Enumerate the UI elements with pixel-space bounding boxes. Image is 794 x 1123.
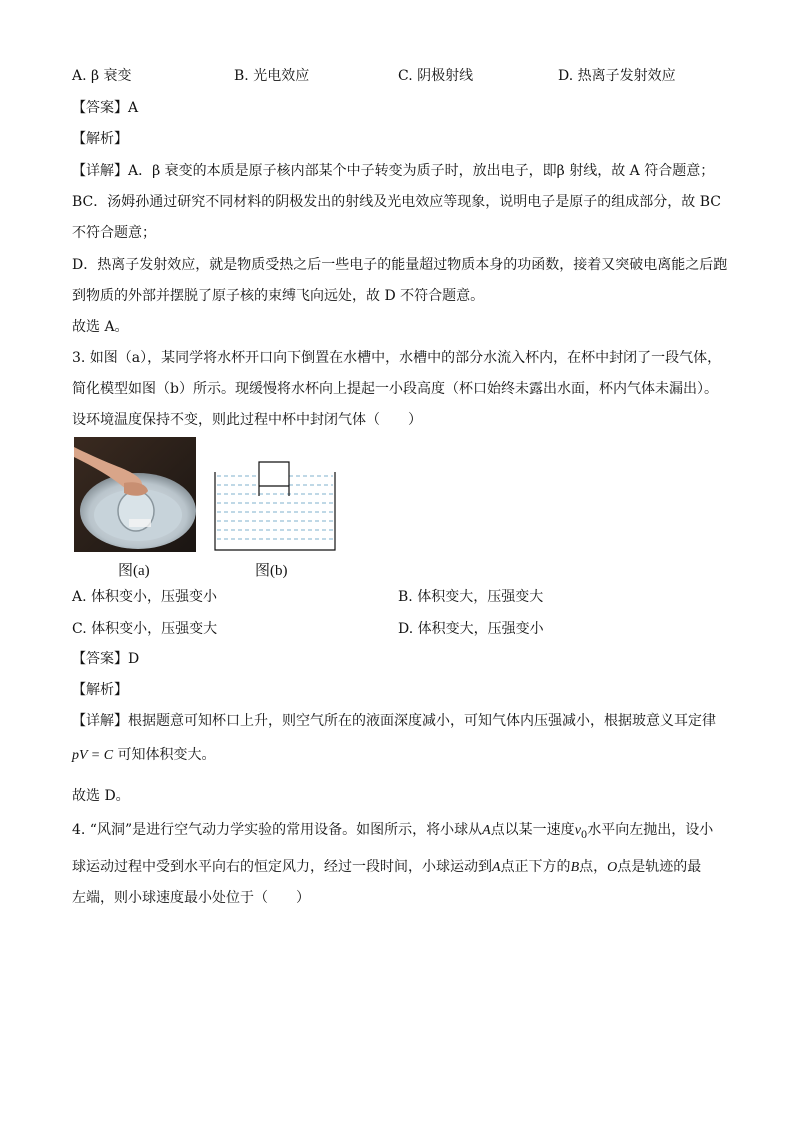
figure-b-diagram	[213, 460, 337, 552]
q2-conclusion: 故选 A。	[72, 319, 129, 335]
q3-detail-line-2	[72, 745, 216, 766]
q2-option-c: C. 阴极射线	[398, 68, 474, 84]
answer-tag: 【答案】	[72, 651, 128, 667]
velocity-symbol: v	[574, 823, 581, 838]
cup-outline	[259, 462, 289, 496]
figure-a-photo	[74, 437, 196, 552]
q2-option-b: B. 光电效应	[234, 68, 310, 84]
point-b: B	[570, 860, 580, 875]
detail-tag: 【详解】	[72, 713, 128, 729]
q3-stem-line-3: 设环境温度保持不变，则此过程中杯中封闭气体（ ）	[72, 412, 422, 428]
q2-analysis-tag	[72, 129, 128, 149]
q2-detail-line-5: 到物质的外部并摆脱了原子核的束缚飞向远处，故 D 不符合题意。	[72, 288, 485, 304]
stem-text: 点正下方的	[500, 859, 571, 875]
detail-text: A．β 衰变的本质是原子核内部某个中子转变为质子时，放出电子，即β 射线，故 A 符合题意；	[128, 163, 715, 179]
trough-outline	[215, 472, 335, 550]
stem-text: 点以某一速度	[490, 822, 575, 838]
q2-detail-line-3: 不符合题意；	[72, 225, 156, 241]
q3-answer-line	[72, 649, 139, 669]
q3-detail-line-1	[72, 711, 716, 731]
q3-stem-line-1: 3. 如图（a），某同学将水杯开口向下倒置在水槽中，水槽中的部分水流入杯内，在杯中封闭了一段气体，	[72, 350, 722, 366]
q4-stem-line-2	[72, 857, 701, 878]
stem-text: 点，	[579, 859, 608, 875]
answer-value: D	[128, 651, 140, 667]
q2-detail-line-2: BC．汤姆孙通过研究不同材料的阴极发出的射线及光电效应等现象，说明电子是原子的组成部分，故 BC	[72, 194, 721, 210]
q3-stem-line-2: 简化模型如图（b）所示。现缓慢将水杯向上提起一小段高度（杯口始终未露出水面，杯内气体未漏出）。	[72, 381, 718, 397]
stem-text: 球运动过程中受到水平向右的恒定风力，经过一段时间，小球运动到	[72, 859, 492, 875]
q2-option-d: D. 热离子发射效应	[558, 68, 676, 84]
q2-detail-line-1	[72, 161, 714, 181]
q3-analysis-tag	[72, 680, 128, 700]
figure-b-caption: 图(b)	[255, 563, 288, 579]
q3-option-a: A. 体积变小，压强变小	[72, 589, 218, 605]
point-o: O	[607, 860, 618, 875]
answer-tag: 【答案】	[72, 100, 128, 116]
point-a: A	[492, 860, 501, 875]
q2-answer-line	[72, 98, 138, 118]
stem-text: 水平向左抛出，设小	[587, 822, 714, 838]
answer-value: A	[128, 100, 139, 116]
q3-option-d: D. 体积变大，压强变小	[398, 621, 544, 637]
q2-detail-line-4: D．热离子发射效应，就是物质受热之后一些电子的能量超过物质本身的功函数，接着又突破电离能之后跑	[72, 257, 728, 273]
q3-option-b: B. 体积变大，压强变大	[398, 589, 544, 605]
q3-conclusion: 故选 D。	[72, 788, 130, 804]
velocity-subscript: 0	[580, 829, 588, 841]
detail-text: 可知体积变大。	[117, 747, 216, 763]
stem-text: 4. “风洞”是进行空气动力学实验的常用设备。如图所示，将小球从	[72, 822, 483, 838]
stem-text: 点是轨迹的最	[617, 859, 702, 875]
detail-tag: 【详解】	[72, 163, 128, 179]
q2-option-a: A. β 衰变	[72, 68, 132, 84]
detail-text: 根据题意可知杯口上升，则空气所在的液面深度减小，可知气体内压强减小，根据玻意义耳定律	[128, 713, 716, 729]
point-a: A	[482, 823, 491, 838]
analysis-tag: 【解析】	[72, 682, 128, 698]
formula: pV = C	[72, 748, 114, 763]
analysis-tag: 【解析】	[72, 131, 128, 147]
q3-option-c: C. 体积变小，压强变大	[72, 621, 218, 637]
q4-stem-line-1	[72, 820, 713, 846]
figure-a-caption: 图(a)	[118, 563, 150, 579]
q4-stem-line-3: 左端，则小球速度最小处位于（ ）	[72, 890, 310, 906]
